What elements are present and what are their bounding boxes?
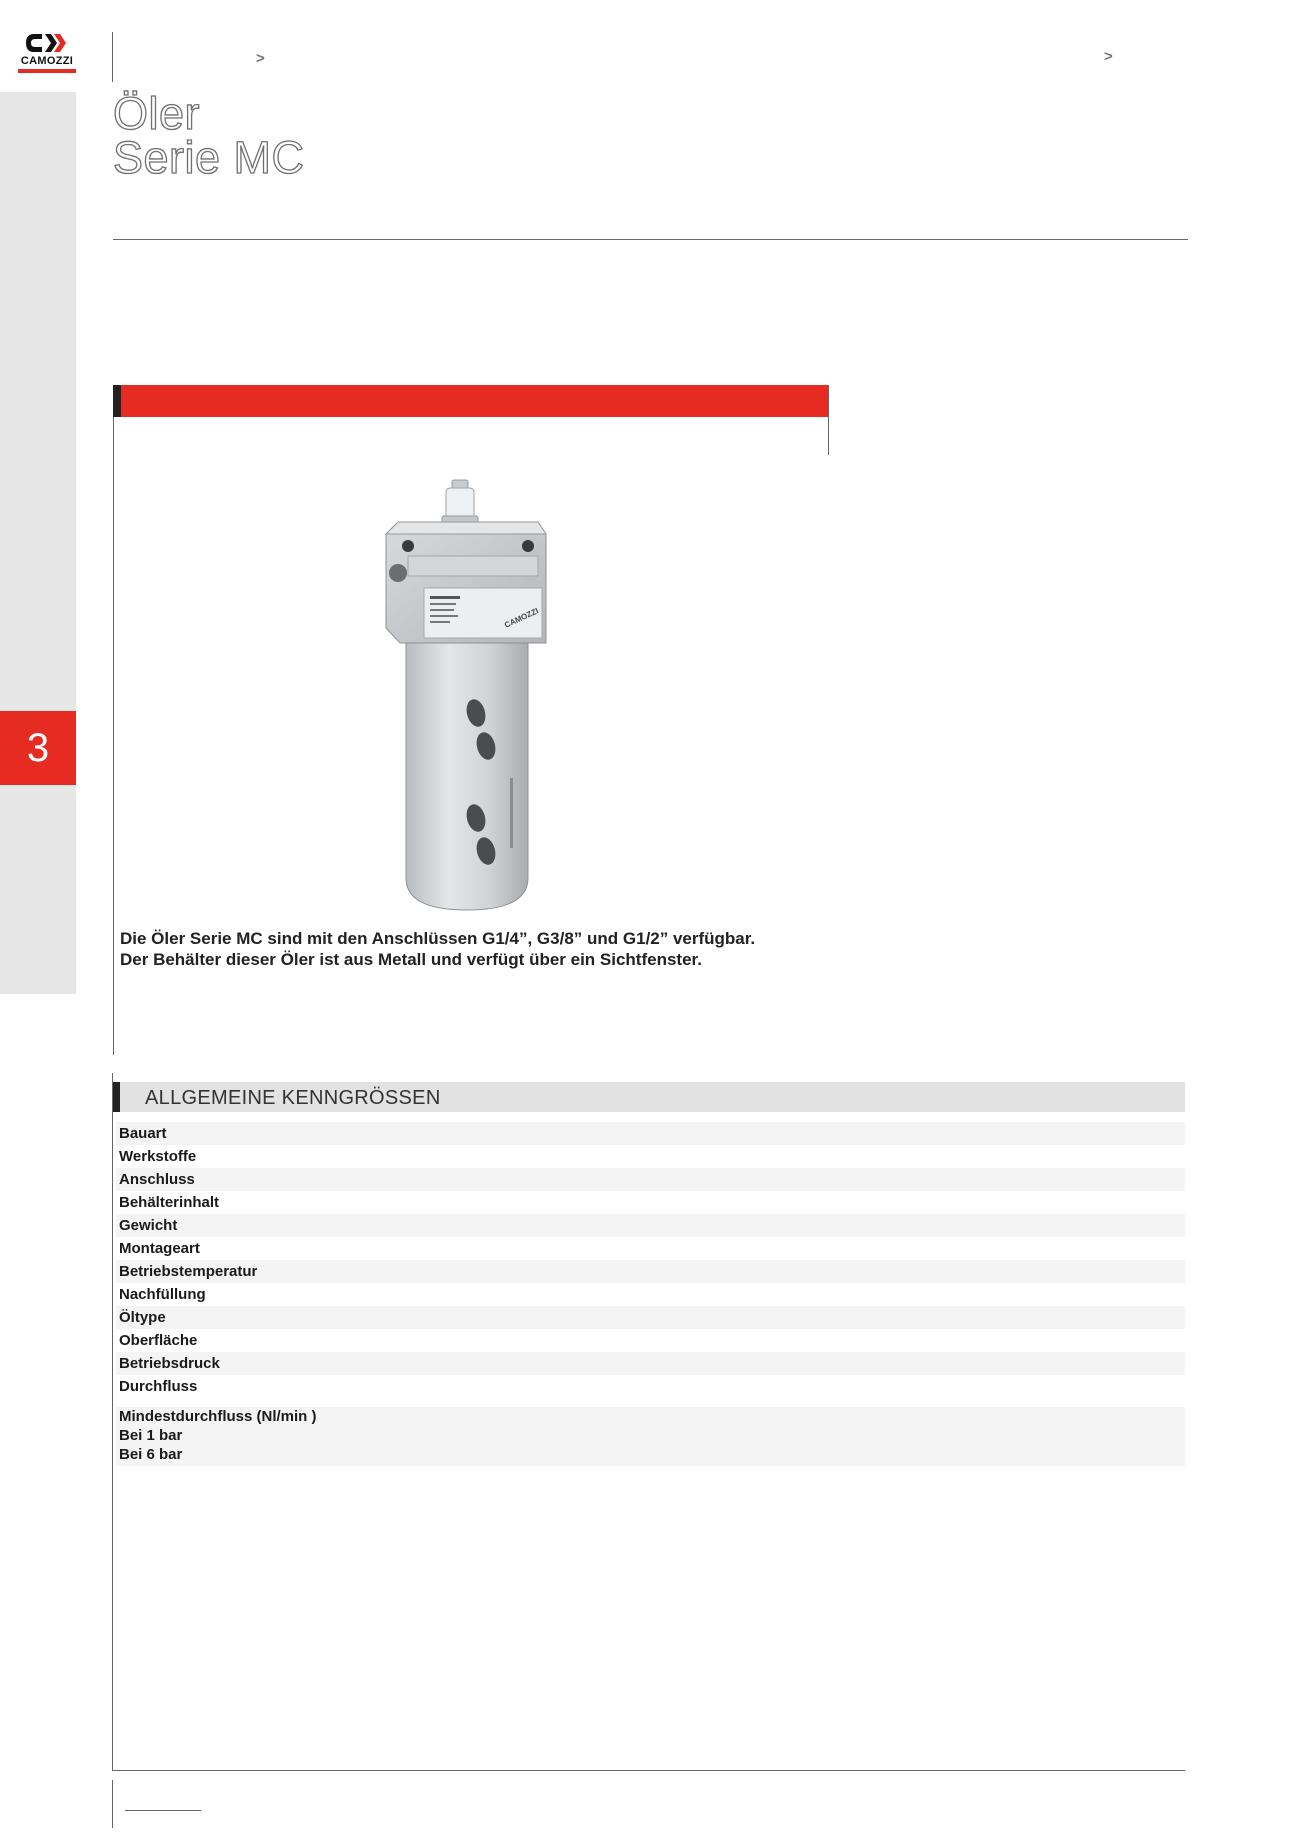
min-flow-1bar: Bei 1 bar	[119, 1427, 183, 1444]
product-label-text: CAMOZZI	[503, 606, 540, 630]
footer-divider	[112, 1770, 1185, 1771]
specs-title: ALLGEMEINE KENNGRÖSSEN	[145, 1087, 441, 1109]
section-band	[113, 385, 828, 417]
title-divider	[113, 239, 1188, 240]
product-description	[120, 928, 840, 970]
spec-row: Behälterinhalt	[119, 1194, 220, 1211]
brand-underline	[18, 69, 76, 73]
table-left-rule	[112, 1073, 113, 1770]
side-strip	[0, 92, 76, 994]
section-band-marker	[113, 385, 121, 417]
spec-row: Montageart	[119, 1240, 200, 1257]
content-left-rule	[113, 417, 114, 1055]
min-flow-label: Mindestdurchfluss (Nl/min )	[119, 1408, 317, 1425]
lubricator-product-image	[378, 478, 558, 913]
specs-header-marker	[113, 1082, 120, 1112]
page-title-line2: Serie MC	[113, 132, 305, 183]
spec-row: Durchfluss	[119, 1378, 198, 1395]
spec-row: Betriebstemperatur	[116, 1260, 1185, 1283]
spec-row: Anschluss	[116, 1168, 1185, 1191]
chapter-tab[interactable]: 3	[0, 711, 76, 785]
page-title-line1: Öler	[113, 88, 201, 139]
description-line1: Die Öler Serie MC sind mit den Anschlüssen G1/4”, G3/8” und G1/2” verfügbar.	[120, 929, 756, 948]
brand-wordmark: CAMOZZI	[20, 55, 74, 67]
section-band-edge	[828, 385, 829, 455]
spec-row: Betriebsdruck	[116, 1352, 1185, 1375]
spec-row: Nachfüllung	[119, 1286, 206, 1303]
breadcrumb-arrow-right[interactable]: >	[1104, 48, 1113, 65]
spec-row-min-flow	[116, 1407, 1185, 1466]
spec-row: Werkstoffe	[119, 1148, 197, 1165]
spec-row: Öltype	[116, 1306, 1185, 1329]
footer-short-rule	[125, 1810, 201, 1811]
spec-row: Oberfläche	[119, 1332, 198, 1349]
spec-row: Bauart	[116, 1122, 1185, 1145]
spec-row: Gewicht	[116, 1214, 1185, 1237]
description-line2: Der Behälter dieser Öler ist aus Metall und verfügt über ein Sichtfenster.	[120, 950, 702, 969]
footer-left-rule	[112, 1780, 113, 1828]
page-title	[113, 88, 305, 183]
breadcrumb-arrow-left[interactable]: >	[256, 50, 265, 67]
header-divider	[112, 32, 113, 82]
min-flow-6bar: Bei 6 bar	[119, 1446, 183, 1463]
